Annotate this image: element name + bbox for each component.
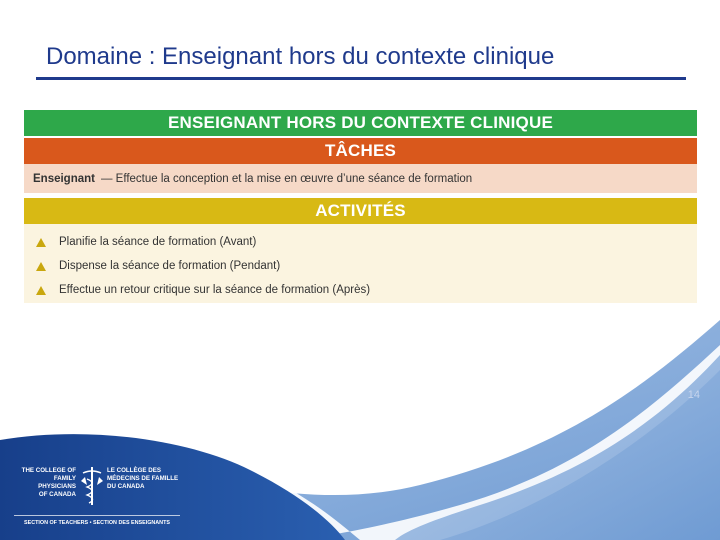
title-underline bbox=[36, 77, 686, 80]
activity-item bbox=[24, 230, 697, 254]
triangle-bullet-icon bbox=[36, 262, 46, 271]
slide-title: Domaine : Enseignant hors du contexte clinique bbox=[46, 43, 555, 70]
page-number: 14 bbox=[687, 389, 700, 401]
triangle-bullet-icon bbox=[36, 238, 46, 247]
activity-label: Effectue un retour critique sur la séance de formation (Après) bbox=[59, 284, 371, 296]
task-description: — Effectue la conception et la mise en œuvre d’une séance de formation bbox=[100, 172, 473, 185]
activities-list bbox=[24, 224, 697, 303]
table-header: ENSEIGNANT HORS DU CONTEXTE CLINIQUE bbox=[24, 110, 697, 136]
cfpc-logo bbox=[12, 463, 182, 533]
activity-table bbox=[24, 110, 697, 303]
logo-french-name: LE COLLÈGE DES MÉDECINS DE FAMILLE DU CANADA bbox=[107, 467, 179, 490]
activity-item bbox=[24, 278, 697, 302]
logo-divider bbox=[14, 515, 180, 516]
logo-section-label: SECTION OF TEACHERS • SECTION DES ENSEIGNANTS bbox=[24, 520, 170, 526]
caduceus-icon bbox=[79, 465, 105, 507]
activity-label: Dispense la séance de formation (Pendant) bbox=[59, 260, 281, 272]
tasks-header: TÂCHES bbox=[24, 138, 697, 164]
logo-english-name: THE COLLEGE OF FAMILY PHYSICIANS OF CANADA bbox=[21, 467, 76, 498]
activity-label: Planifie la séance de formation (Avant) bbox=[59, 236, 257, 248]
task-row bbox=[24, 164, 697, 193]
triangle-bullet-icon bbox=[36, 286, 46, 295]
activities-header: ACTIVITÉS bbox=[24, 198, 697, 224]
activity-item bbox=[24, 254, 697, 278]
task-role: Enseignant bbox=[33, 172, 95, 185]
